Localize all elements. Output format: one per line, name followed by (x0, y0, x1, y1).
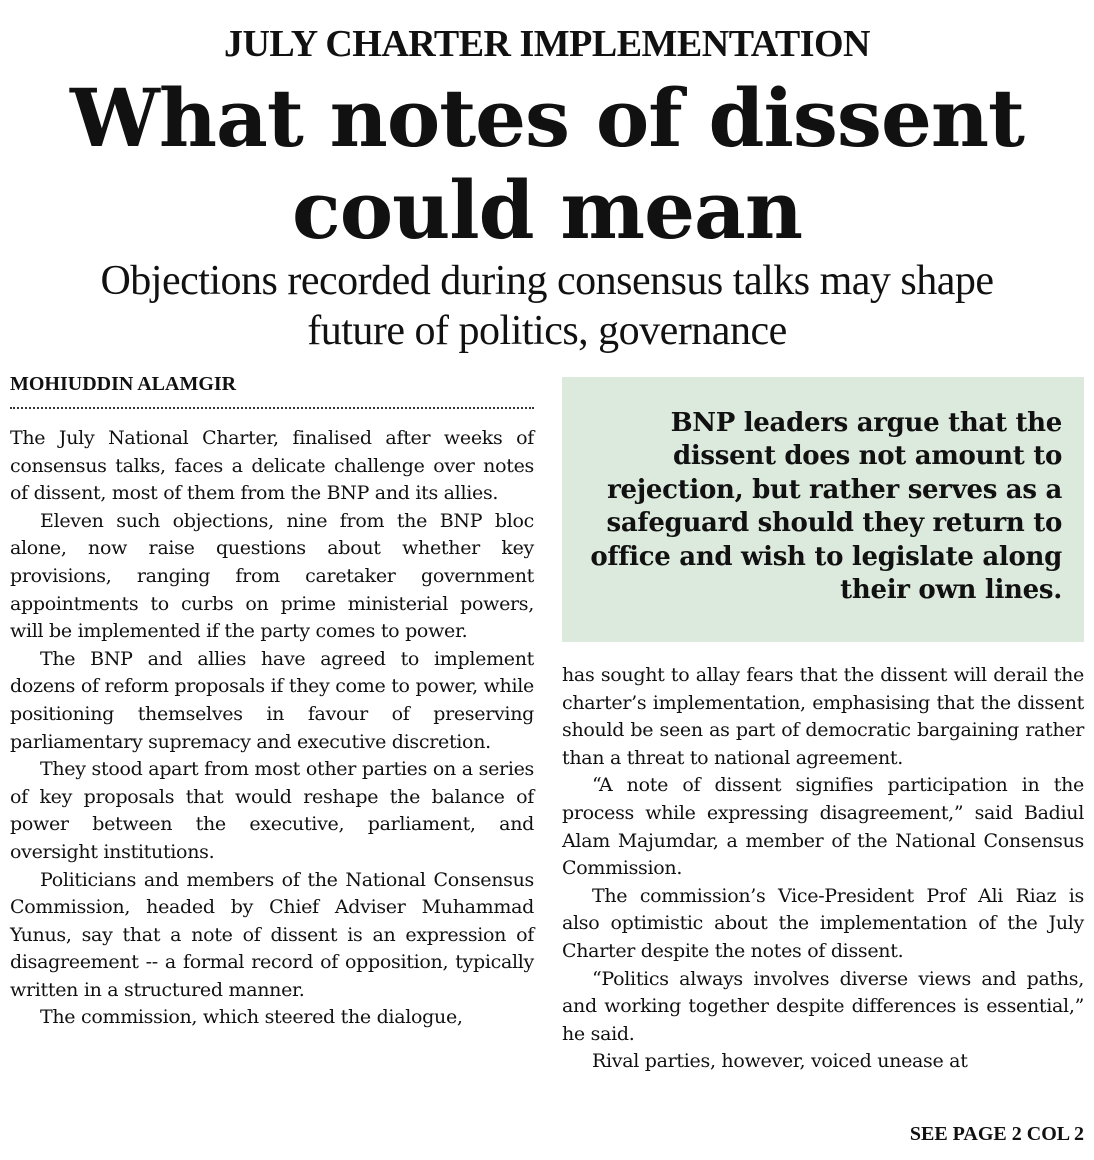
jump-line: SEE PAGE 2 COL 2 (909, 1123, 1084, 1145)
paragraph: has sought to allay fears that the dissent will derail the charter’s implementation, emphasising that the dissent should be seen as part of democratic bargaining rather than a threat to national agreement. (562, 664, 1084, 769)
paragraph: They stood apart from most other parties on a series of key proposals that would reshape the balance of power between the executive, parliament, and oversight institutions. (10, 758, 534, 863)
headline: What notes of dissent could mean (70, 71, 1024, 257)
paragraph: The BNP and allies have agreed to implement dozens of reform proposals if they come to power, while positioning themselves in favour of preserving parliamentary supremacy and executive discretion. (10, 647, 534, 753)
left-column (10, 425, 534, 1032)
paragraph: The commission’s Vice-President Prof Ali Riaz is also optimistic about the implementation of the July Charter despite the notes of dissent. (562, 884, 1084, 962)
deck: Objections recorded during consensus talks may shape future of politics, governance (100, 258, 994, 354)
paragraph: “Politics always involves diverse views and paths, and working together despite differences is essential,” he said. (562, 967, 1084, 1045)
paragraph: “A note of dissent signifies participation in the process while expressing disagreement,” said Badiul Alam Majumdar, a member of the National Consensus Commission. (562, 774, 1084, 880)
right-column (562, 662, 1084, 1076)
byline: MOHIUDDIN ALAMGIR (10, 373, 237, 395)
pull-quote: BNP leaders argue that the dissent does not amount to rejection, but rather serves as a safeguard should they return to office and wish to legislate along their own lines. (562, 377, 1084, 642)
paragraph: Politicians and members of the National Consensus Commission, headed by Chief Adviser Muhammad Yunus, say that a note of dissent is an expression of disagreement -- a formal record of opposition, typically written in a structured manner. (10, 868, 534, 1001)
kicker: JULY CHARTER IMPLEMENTATION (223, 23, 870, 65)
byline-rule (10, 407, 534, 409)
paragraph: The July National Charter, finalised after weeks of consensus talks, faces a delicate challenge over notes of dissent, most of them from the BNP and its allies. (10, 427, 534, 505)
paragraph: Rival parties, however, voiced unease at (592, 1050, 968, 1073)
paragraph: Eleven such objections, nine from the BNP bloc alone, now raise questions about whether key provisions, ranging from caretaker government appointments to curbs on prime ministerial powers, will be implemented if the party comes to power. (10, 509, 534, 643)
paragraph: The commission, which steered the dialogue, (40, 1006, 463, 1029)
